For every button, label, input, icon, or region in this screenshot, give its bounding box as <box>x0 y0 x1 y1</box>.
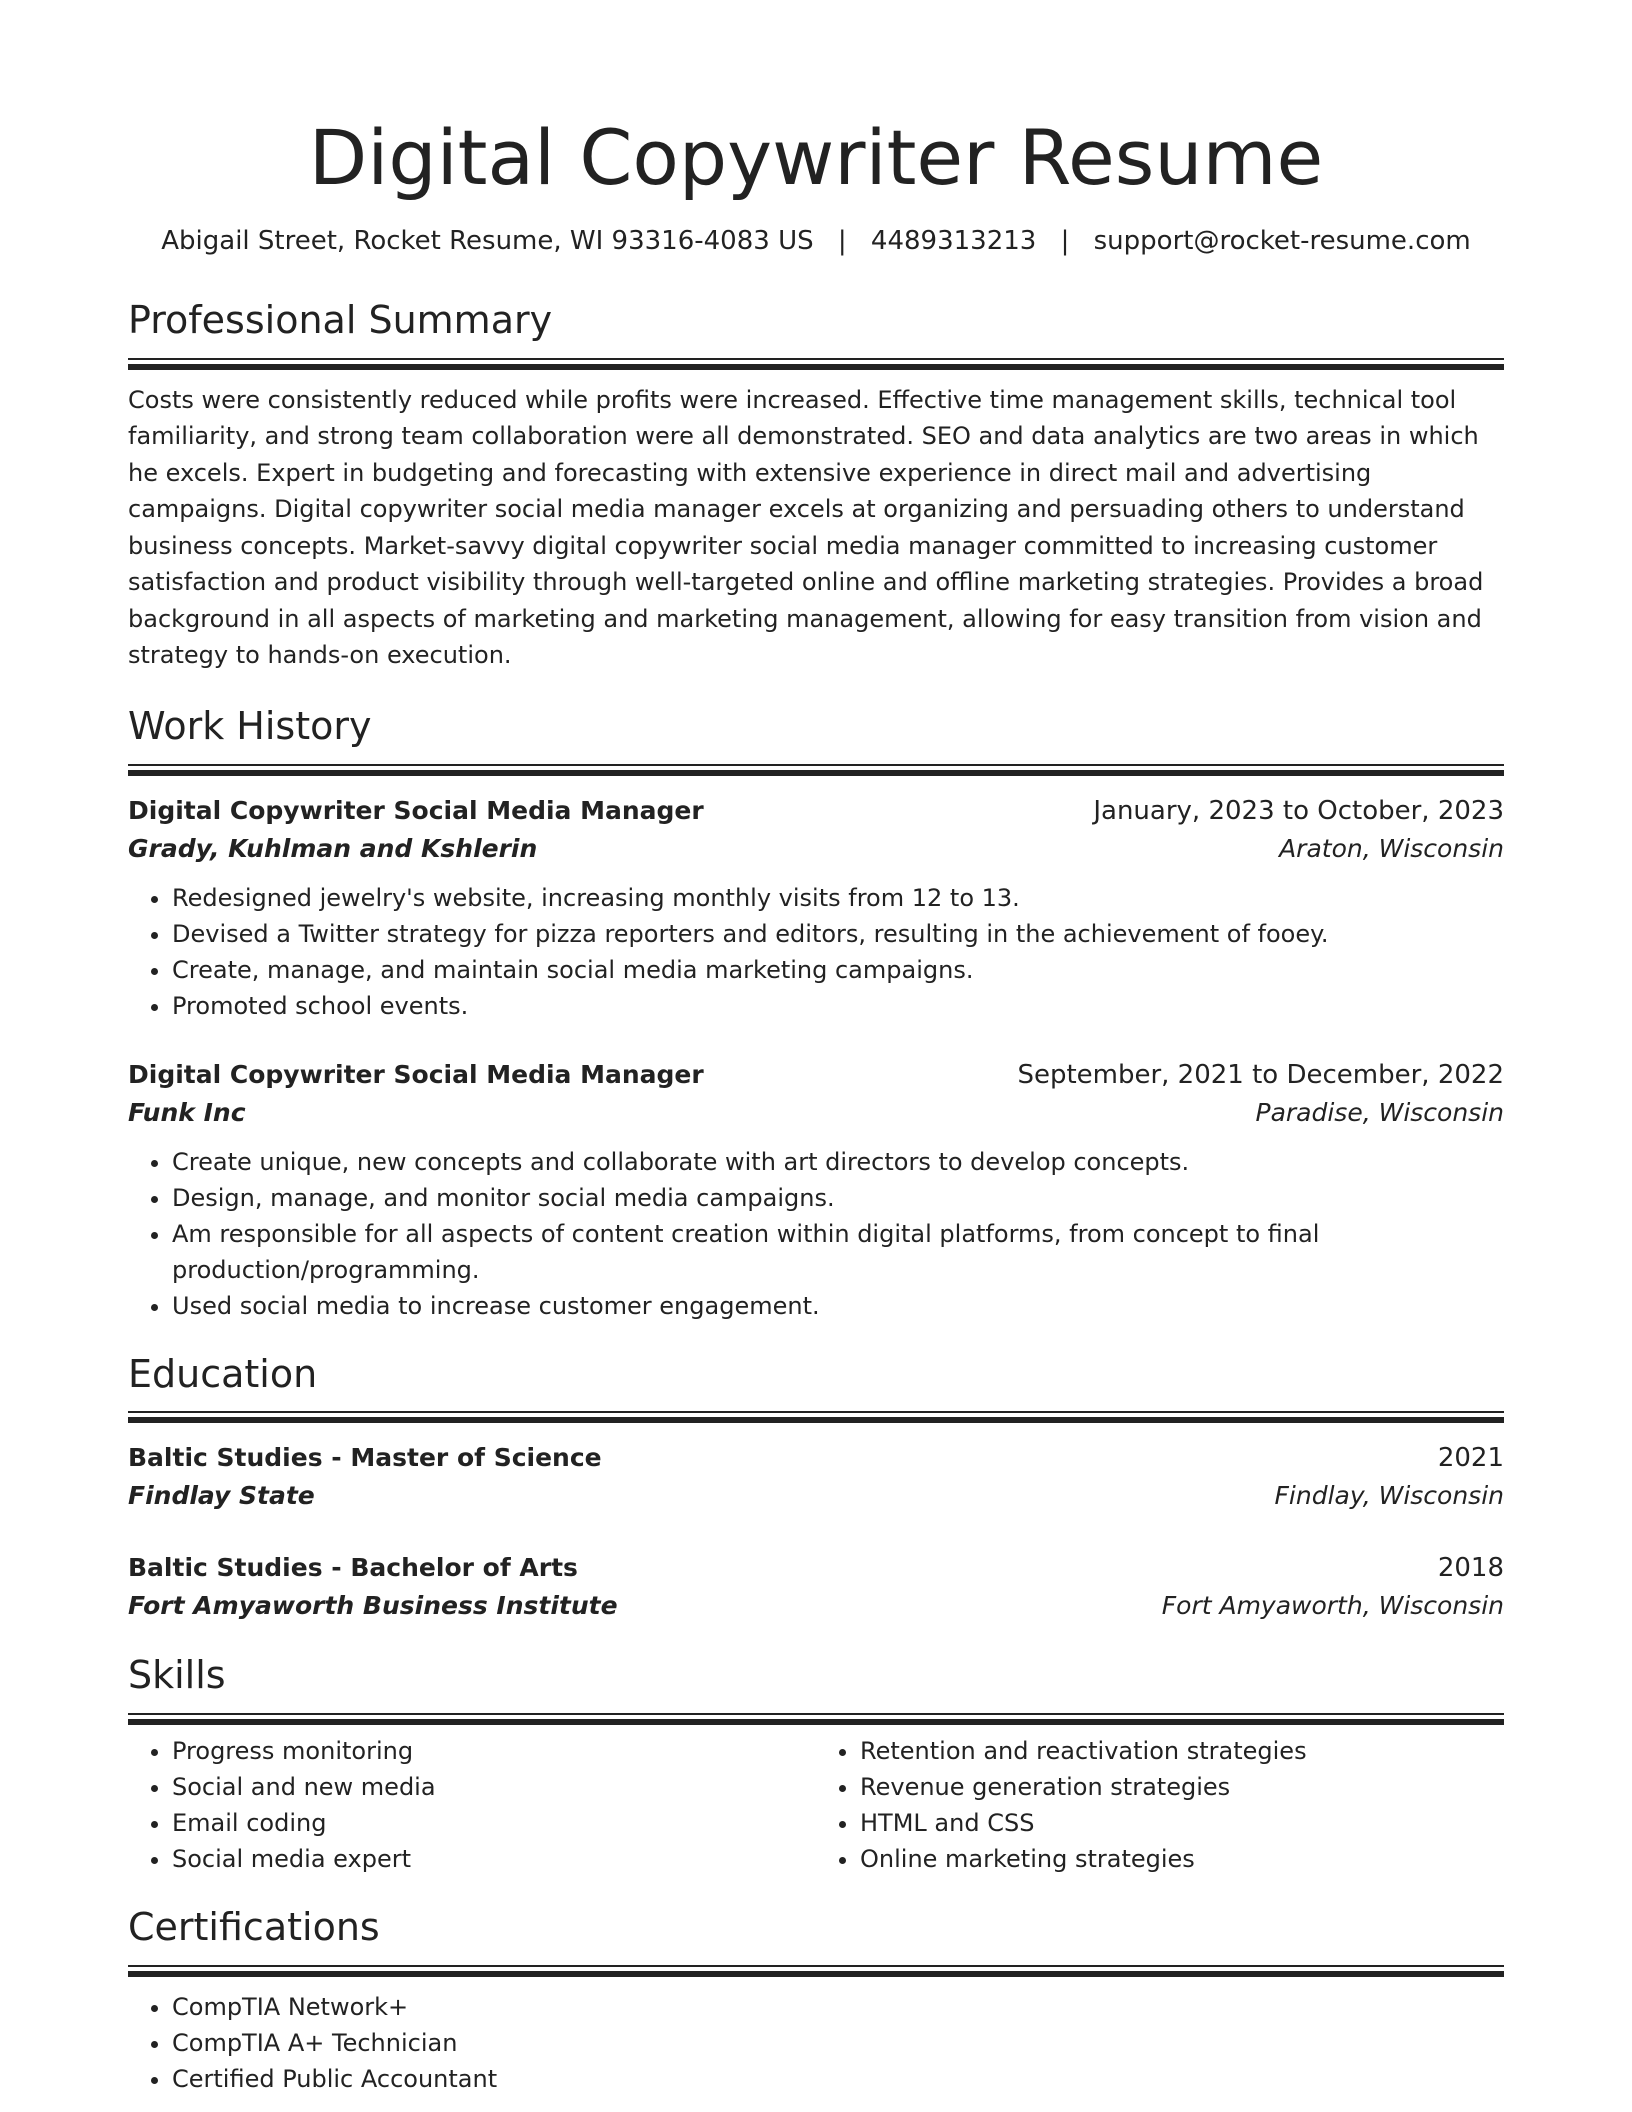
education-section <box>128 1351 1504 1626</box>
section-heading-summary: Professional Summary <box>128 298 553 342</box>
contact-separator: | <box>837 226 847 256</box>
job-location: Araton, Wisconsin <box>1279 833 1504 863</box>
section-heading-skills: Skills <box>128 1653 226 1698</box>
list-item: • Revenue generation strategies <box>860 1769 1504 1805</box>
contact-phone: 4489313213 <box>870 226 1037 256</box>
education-location: Findlay, Wisconsin <box>1274 1481 1504 1511</box>
education-location: Fort Amyaworth, Wisconsin <box>1161 1591 1504 1621</box>
skills-list-left <box>128 1733 816 1877</box>
education-school-row <box>128 1477 1504 1515</box>
contact-separator: | <box>1060 226 1070 256</box>
contact-address: Abigail Street, Rocket Resume, WI 93316-4083 US <box>161 226 814 256</box>
section-divider <box>128 358 1504 370</box>
job-title: Digital Copywriter Social Media Manager <box>128 1059 704 1089</box>
list-item: • Social and new media <box>172 1769 816 1805</box>
skills-section <box>128 1655 1504 1877</box>
summary-section <box>128 300 1504 674</box>
job-company-row <box>128 1094 1504 1132</box>
list-item: • CompTIA A+ Technician <box>172 2025 1504 2061</box>
list-item: • Promoted school events. <box>172 988 1504 1024</box>
list-item: • Retention and reactivation strategies <box>860 1733 1504 1769</box>
education-year: 2021 <box>1437 1443 1504 1474</box>
job-header-row <box>128 792 1504 830</box>
skills-list-right <box>816 1733 1504 1877</box>
list-item: • Social media expert <box>172 1841 816 1877</box>
education-header-row <box>128 1549 1504 1587</box>
job-dates: September, 2021 to December, 2022 <box>1017 1059 1504 1090</box>
section-heading-certifications: Certifications <box>128 1905 380 1950</box>
list-item: • Am responsible for all aspects of content creation within digital platforms, from concept to final production/programming. <box>172 1216 1504 1288</box>
list-item: • Certified Public Accountant <box>172 2061 1504 2097</box>
list-item: • Used social media to increase customer engagement. <box>172 1288 1504 1324</box>
section-divider <box>128 1411 1504 1423</box>
work-history-section <box>128 703 1504 1324</box>
section-divider <box>128 764 1504 776</box>
certifications-list <box>128 1989 1504 2097</box>
job-entry <box>128 792 1504 1024</box>
education-entry <box>128 1439 1504 1515</box>
list-item: • Design, manage, and monitor social media campaigns. <box>172 1180 1504 1216</box>
skills-grid <box>128 1733 1504 1877</box>
education-year: 2018 <box>1437 1553 1504 1584</box>
section-heading-work-history: Work History <box>128 703 372 748</box>
section-divider <box>128 1965 1504 1977</box>
list-item: • Devised a Twitter strategy for pizza reporters and editors, resulting in the achievement of fooey. <box>172 916 1504 952</box>
list-item: • HTML and CSS <box>860 1805 1504 1841</box>
job-location: Paradise, Wisconsin <box>1255 1097 1504 1127</box>
job-bullets <box>128 1144 1504 1324</box>
education-entry <box>128 1549 1504 1625</box>
education-degree: Baltic Studies - Bachelor of Arts <box>128 1553 578 1583</box>
section-divider <box>128 1713 1504 1725</box>
job-company: Grady, Kuhlman and Kshlerin <box>128 833 538 863</box>
job-bullets <box>128 880 1504 1024</box>
summary-text: Costs were consistently reduced while profits were increased. Effective time management skills, technical tool familiarity, and strong team collaboration were all demonstrated. SEO and data analytics are two areas in which he excels. Expert in budgeting and forecasting with extensive experience in direct mail and advertising campaigns. Digital copywriter social media manager excels at organizing and persuading others to understand business concepts. Market-savvy digital copywriter social media manager committed to increasing customer satisfaction and product visibility through well-targeted online and offline marketing strategies. Provides a broad background in all aspects of marketing and marketing management, allowing for easy transition from vision and strategy to hands-on execution. <box>128 385 1484 670</box>
list-item: • Create, manage, and maintain social media marketing campaigns. <box>172 952 1504 988</box>
section-heading-education: Education <box>128 1351 318 1396</box>
list-item: • Create unique, new concepts and collaborate with art directors to develop concepts. <box>172 1144 1504 1180</box>
job-entry <box>128 1056 1504 1324</box>
education-degree: Baltic Studies - Master of Science <box>128 1443 602 1473</box>
job-title: Digital Copywriter Social Media Manager <box>128 795 704 825</box>
list-item: • Redesigned jewelry's website, increasing monthly visits from 12 to 13. <box>172 880 1504 916</box>
education-school: Fort Amyaworth Business Institute <box>128 1591 618 1621</box>
list-item: • CompTIA Network+ <box>172 1989 1504 2025</box>
education-header-row <box>128 1439 1504 1477</box>
contact-email[interactable]: support@rocket-resume.com <box>1093 226 1471 256</box>
contact-line <box>128 226 1504 256</box>
job-company: Funk Inc <box>128 1097 246 1127</box>
education-school-row <box>128 1587 1504 1625</box>
job-dates: January, 2023 to October, 2023 <box>1093 795 1504 826</box>
education-school: Findlay State <box>128 1481 315 1511</box>
list-item: • Progress monitoring <box>172 1733 816 1769</box>
job-company-row <box>128 830 1504 868</box>
list-item: • Email coding <box>172 1805 816 1841</box>
list-item: • Online marketing strategies <box>860 1841 1504 1877</box>
job-header-row <box>128 1056 1504 1094</box>
resume-title: Digital Copywriter Resume <box>308 113 1324 202</box>
certifications-section <box>128 1907 1504 2097</box>
